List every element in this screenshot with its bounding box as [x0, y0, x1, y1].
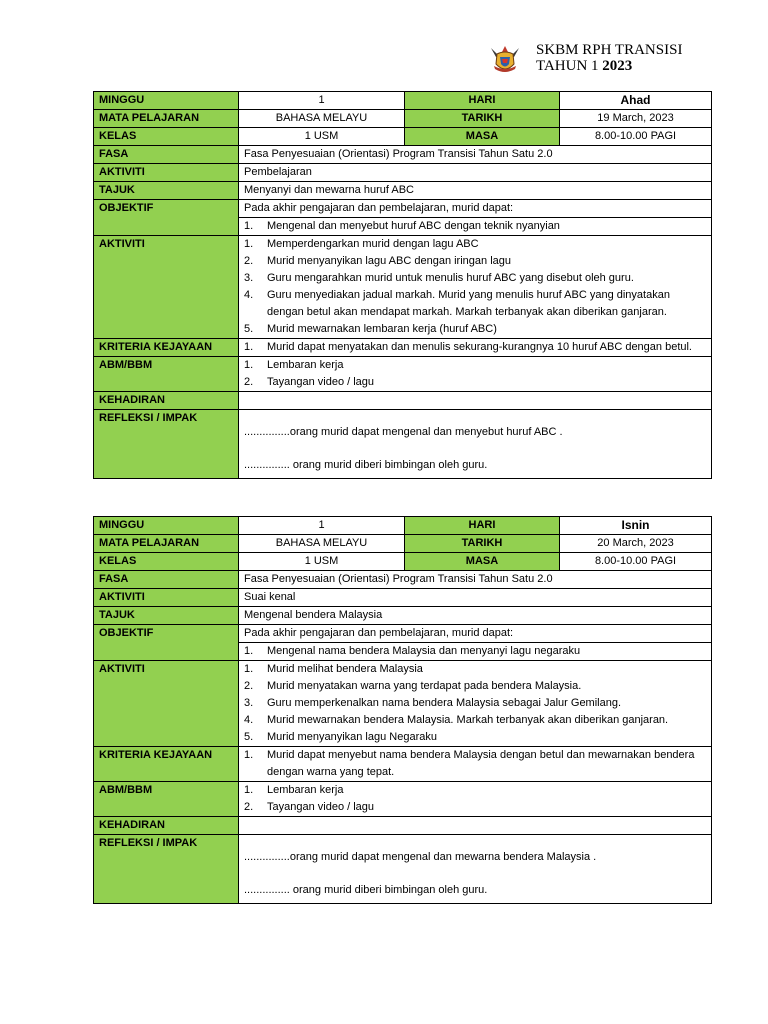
aktiviti-list	[244, 661, 706, 746]
list-item-text: Murid melihat bendera Malaysia	[267, 663, 423, 675]
refleksi-cell	[239, 410, 712, 479]
aktiviti-cell	[239, 236, 712, 339]
value-tarikh: 20 March, 2023	[560, 535, 712, 553]
refleksi-line-1: ...............orang murid dapat mengenal dan menyebut huruf ABC .	[244, 426, 563, 438]
label-kehadiran: KEHADIRAN	[94, 392, 239, 410]
label-fasa: FASA	[94, 146, 239, 164]
list-item-text: Murid dapat menyatakan dan menulis sekurang-kurangnya 10 huruf ABC dengan betul.	[267, 341, 692, 353]
list-item	[244, 661, 706, 678]
label-objektif: OBJEKTIF	[94, 625, 239, 661]
header-year: 2023	[602, 58, 633, 74]
label-tajuk: TAJUK	[94, 182, 239, 200]
kriteria-list	[244, 339, 706, 356]
list-item-number: 3.	[244, 272, 254, 284]
value-mata-pelajaran: BAHASA MELAYU	[239, 535, 405, 553]
list-item	[244, 643, 706, 660]
list-item	[244, 253, 706, 270]
label-hari: HARI	[405, 92, 560, 110]
list-item-text: Mengenal nama bendera Malaysia dan menyanyi lagu negaraku	[267, 645, 581, 657]
objektif-intro: Pada akhir pengajaran dan pembelajaran, murid dapat:	[244, 627, 514, 639]
value-tajuk: Mengenal bendera Malaysia	[239, 607, 712, 625]
value-hari: Isnin	[560, 517, 712, 535]
label-aktiviti-list: AKTIVITI	[94, 236, 239, 339]
label-kriteria: KRITERIA KEJAYAAN	[94, 747, 239, 782]
refleksi-cell	[239, 835, 712, 904]
header-title	[536, 42, 766, 74]
value-minggu: 1	[239, 517, 405, 535]
label-kehadiran: KEHADIRAN	[94, 817, 239, 835]
list-item-text: Memperdengarkan murid dengan lagu ABC	[267, 238, 479, 250]
list-item	[244, 747, 706, 781]
list-item	[244, 712, 706, 729]
label-mata-pelajaran: MATA PELAJARAN	[94, 535, 239, 553]
label-masa: MASA	[405, 553, 560, 571]
abm-cell	[239, 357, 712, 392]
label-objektif: OBJEKTIF	[94, 200, 239, 236]
list-item	[244, 782, 706, 799]
label-masa: MASA	[405, 128, 560, 146]
kriteria-cell	[239, 339, 712, 357]
value-fasa: Fasa Penyesuaian (Orientasi) Program Transisi Tahun Satu 2.0	[239, 146, 712, 164]
list-item-text: Guru memperkenalkan nama bendera Malaysia sebagai Jalur Gemilang.	[267, 697, 622, 709]
kriteria-list	[244, 747, 706, 781]
list-item-text: Murid mewarnakan lembaran kerja (huruf ABC)	[267, 323, 497, 335]
value-kelas: 1 USM	[239, 553, 405, 571]
label-kelas: KELAS	[94, 553, 239, 571]
list-item-number: 1.	[244, 749, 254, 761]
list-item	[244, 218, 706, 235]
list-item-text: Murid menyanyikan lagu ABC dengan iringan lagu	[267, 255, 511, 267]
list-item-number: 1.	[244, 359, 254, 371]
objektif-cell	[239, 625, 712, 661]
value-kelas: 1 USM	[239, 128, 405, 146]
list-item-number: 4.	[244, 289, 254, 301]
value-masa: 8.00-10.00 PAGI	[560, 128, 712, 146]
label-kelas: KELAS	[94, 128, 239, 146]
value-mata-pelajaran: BAHASA MELAYU	[239, 110, 405, 128]
lesson-plan-table-2	[93, 516, 712, 904]
value-minggu: 1	[239, 92, 405, 110]
label-minggu: MINGGU	[94, 92, 239, 110]
label-tajuk: TAJUK	[94, 607, 239, 625]
value-aktiviti: Suai kenal	[239, 589, 712, 607]
list-item-number: 2.	[244, 376, 254, 388]
list-item	[244, 357, 706, 374]
list-item-text: Tayangan video / lagu	[267, 801, 375, 813]
label-minggu: MINGGU	[94, 517, 239, 535]
header-line-2	[536, 58, 766, 74]
list-item-text: Murid menyanyikan lagu Negaraku	[267, 731, 437, 743]
list-item-text: Mengenal dan menyebut huruf ABC dengan teknik nyanyian	[267, 220, 560, 232]
list-item-text: Guru menyediakan jadual markah. Murid yang menulis huruf ABC yang dinyatakan dengan betul akan mendapat markah. Markah terbanyak akan diberikan ganjaran.	[267, 289, 670, 318]
abm-cell	[239, 782, 712, 817]
list-item-text: Tayangan video / lagu	[267, 376, 375, 388]
list-item-number: 1.	[244, 663, 254, 675]
label-aktiviti-list: AKTIVITI	[94, 661, 239, 747]
list-item	[244, 287, 706, 321]
list-item-text: Guru mengarahkan murid untuk menulis huruf ABC yang disebut oleh guru.	[267, 272, 634, 284]
list-item-number: 2.	[244, 801, 254, 813]
list-item	[244, 799, 706, 816]
objektif-list	[244, 643, 706, 660]
school-crest-icon	[488, 42, 522, 76]
value-hari: Ahad	[560, 92, 712, 110]
list-item-text: Murid dapat menyebut nama bendera Malaysia dengan betul dan mewarnakan bendera dengan warna yang tepat.	[267, 749, 695, 778]
list-item-text: Murid menyatakan warna yang terdapat pada bendera Malaysia.	[267, 680, 582, 692]
label-refleksi: REFLEKSI / IMPAK	[94, 835, 239, 904]
header-year-prefix: TAHUN 1	[536, 58, 603, 74]
list-item	[244, 374, 706, 391]
list-item-number: 1.	[244, 220, 254, 232]
list-item	[244, 270, 706, 287]
list-item	[244, 729, 706, 746]
label-refleksi: REFLEKSI / IMPAK	[94, 410, 239, 479]
label-abm: ABM/BBM	[94, 357, 239, 392]
list-item-number: 1.	[244, 784, 254, 796]
label-hari: HARI	[405, 517, 560, 535]
abm-list	[244, 357, 706, 391]
list-item-number: 4.	[244, 714, 254, 726]
list-item-number: 5.	[244, 323, 254, 335]
label-abm: ABM/BBM	[94, 782, 239, 817]
value-kehadiran	[239, 817, 712, 835]
objektif-list	[244, 218, 706, 235]
list-item	[244, 236, 706, 253]
header-line-1: SKBM RPH TRANSISI	[536, 42, 683, 58]
kriteria-cell	[239, 747, 712, 782]
value-kehadiran	[239, 392, 712, 410]
refleksi-line-1: ...............orang murid dapat mengenal dan mewarna bendera Malaysia .	[244, 851, 597, 863]
aktiviti-cell	[239, 661, 712, 747]
value-aktiviti: Pembelajaran	[239, 164, 712, 182]
value-fasa: Fasa Penyesuaian (Orientasi) Program Transisi Tahun Satu 2.0	[239, 571, 712, 589]
label-aktiviti: AKTIVITI	[94, 589, 239, 607]
list-item-number: 1.	[244, 341, 254, 353]
refleksi-line-2: ............... orang murid diberi bimbingan oleh guru.	[244, 459, 488, 471]
list-item	[244, 695, 706, 712]
list-item	[244, 678, 706, 695]
objektif-cell	[239, 200, 712, 236]
list-item-number: 3.	[244, 697, 254, 709]
aktiviti-list	[244, 236, 706, 338]
label-aktiviti: AKTIVITI	[94, 164, 239, 182]
label-mata-pelajaran: MATA PELAJARAN	[94, 110, 239, 128]
list-item-number: 2.	[244, 680, 254, 692]
list-item-number: 5.	[244, 731, 254, 743]
list-item	[244, 339, 706, 356]
lesson-plan-table-1	[93, 91, 712, 479]
label-kriteria: KRITERIA KEJAYAAN	[94, 339, 239, 357]
list-item-number: 1.	[244, 238, 254, 250]
value-masa: 8.00-10.00 PAGI	[560, 553, 712, 571]
list-item-text: Lembaran kerja	[267, 359, 344, 371]
list-item-text: Murid mewarnakan bendera Malaysia. Markah terbanyak akan diberikan ganjaran.	[267, 714, 669, 726]
list-item-text: Lembaran kerja	[267, 784, 344, 796]
label-fasa: FASA	[94, 571, 239, 589]
abm-list	[244, 782, 706, 816]
list-item	[244, 321, 706, 338]
list-item-number: 1.	[244, 645, 254, 657]
label-tarikh: TARIKH	[405, 110, 560, 128]
label-tarikh: TARIKH	[405, 535, 560, 553]
objektif-intro: Pada akhir pengajaran dan pembelajaran, murid dapat:	[244, 202, 514, 214]
refleksi-line-2: ............... orang murid diberi bimbingan oleh guru.	[244, 884, 488, 896]
list-item-number: 2.	[244, 255, 254, 267]
value-tajuk: Menyanyi dan mewarna huruf ABC	[239, 182, 712, 200]
value-tarikh: 19 March, 2023	[560, 110, 712, 128]
